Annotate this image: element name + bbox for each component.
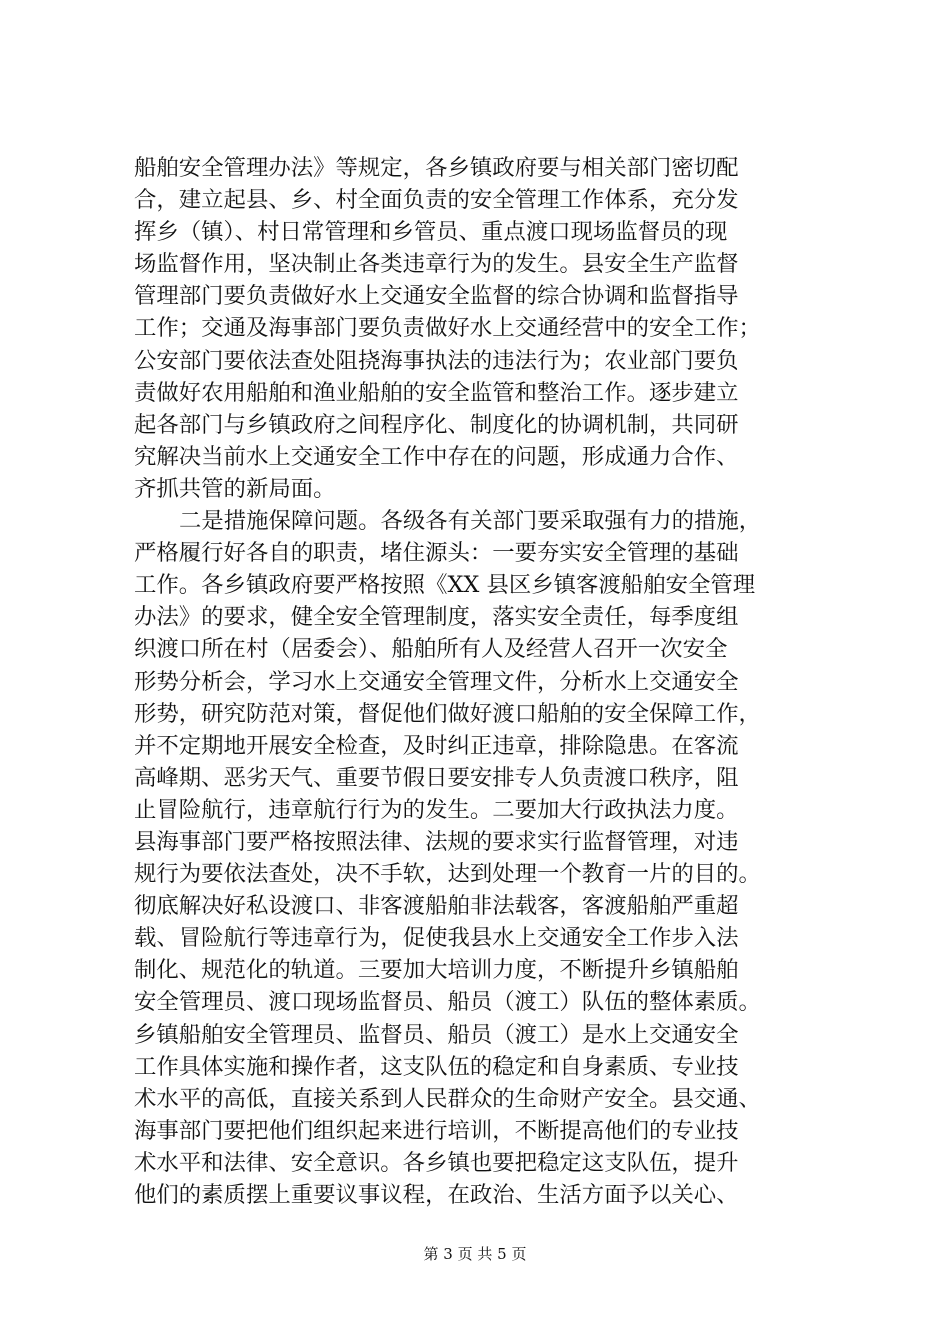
text-line: 术水平的高低，直接关系到人民群众的生命财产安全。县交通、 [134, 1085, 761, 1112]
text-line: 责做好农用船舶和渔业船舶的安全监管和整治工作。逐步建立 [134, 379, 739, 406]
text-line: 乡镇船舶安全管理员、监督员、船员（渡工）是水上交通安全 [134, 1021, 739, 1048]
text-line: 并不定期地开展安全检查，及时纠正违章，排除隐患。在客流 [134, 732, 739, 759]
text-line: 工作具体实施和操作者，这支队伍的稳定和自身素质、专业技 [134, 1053, 739, 1080]
text-line: 织渡口所在村（居委会）、船舶所有人及经营人召开一次安全 [134, 636, 728, 663]
text-line: 严格履行好各自的职责，堵住源头：一要夯实安全管理的基础 [134, 540, 739, 567]
text-line: 办法》的要求，健全安全管理制度，落实安全责任，每季度组 [134, 604, 739, 631]
text-line: 他们的素质摆上重要议事议程，在政治、生活方面予以关心、 [134, 1182, 739, 1208]
text-line: 挥乡（镇）、村日常管理和乡管员、重点渡口现场监督员的现 [134, 219, 728, 246]
text-line: 形势分析会，学习水上交通安全管理文件，分析水上交通安全 [134, 668, 739, 695]
text-line: 管理部门要负责做好水上交通安全监督的综合协调和监督指导 [134, 283, 739, 310]
text-line: 载、冒险航行等违章行为，促使我县水上交通安全工作步入法 [134, 925, 739, 952]
text-line: 工作。各乡镇政府要严格按照《XX 县区乡镇客渡船舶安全管理 [134, 572, 756, 599]
text-line: 工作；交通及海事部门要负责做好水上交通经营中的安全工作； [134, 315, 761, 342]
text-line: 公安部门要依法查处阻挠海事执法的违法行为；农业部门要负 [134, 347, 739, 374]
page-footer: 第 3 页 共 5 页 [423, 1245, 527, 1263]
text-line: 二是措施保障问题。各级各有关部门要采取强有力的措施， [179, 508, 762, 535]
text-line: 止冒险航行，违章航行行为的发生。二要加大行政执法力度。 [134, 796, 739, 823]
text-line: 安全管理员、渡口现场监督员、船员（渡工）队伍的整体素质。 [134, 989, 761, 1016]
text-line: 究解决当前水上交通安全工作中存在的问题，形成通力合作、 [134, 443, 739, 470]
text-line: 形势，研究防范对策，督促他们做好渡口船舶的安全保障工作， [134, 700, 761, 727]
text-line: 齐抓共管的新局面。 [134, 475, 336, 502]
body-text [134, 152, 834, 1211]
text-line: 彻底解决好私设渡口、非客渡船舶非法载客，客渡船舶严重超 [134, 893, 739, 920]
text-line: 船舶安全管理办法》等规定，各乡镇政府要与相关部门密切配 [134, 155, 739, 181]
text-line: 术水平和法律、安全意识。各乡镇也要把稳定这支队伍，提升 [134, 1149, 739, 1176]
text-line: 规行为要依法查处，决不手软，达到处理一个教育一片的目的。 [134, 861, 761, 888]
text-line: 海事部门要把他们组织起来进行培训，不断提高他们的专业技 [134, 1117, 739, 1144]
text-line: 起各部门与乡镇政府之间程序化、制度化的协调机制，共同研 [134, 411, 739, 438]
text-line: 场监督作用，坚决制止各类违章行为的发生。县安全生产监督 [134, 251, 739, 278]
text-line: 高峰期、恶劣天气、重要节假日要安排专人负责渡口秩序，阻 [134, 764, 739, 791]
text-line: 合，建立起县、乡、村全面负责的安全管理工作体系，充分发 [134, 187, 739, 214]
text-line: 制化、规范化的轨道。三要加大培训力度，不断提升乡镇船舶 [134, 957, 739, 984]
text-line: 县海事部门要严格按照法律、法规的要求实行监督管理，对违 [134, 828, 739, 855]
